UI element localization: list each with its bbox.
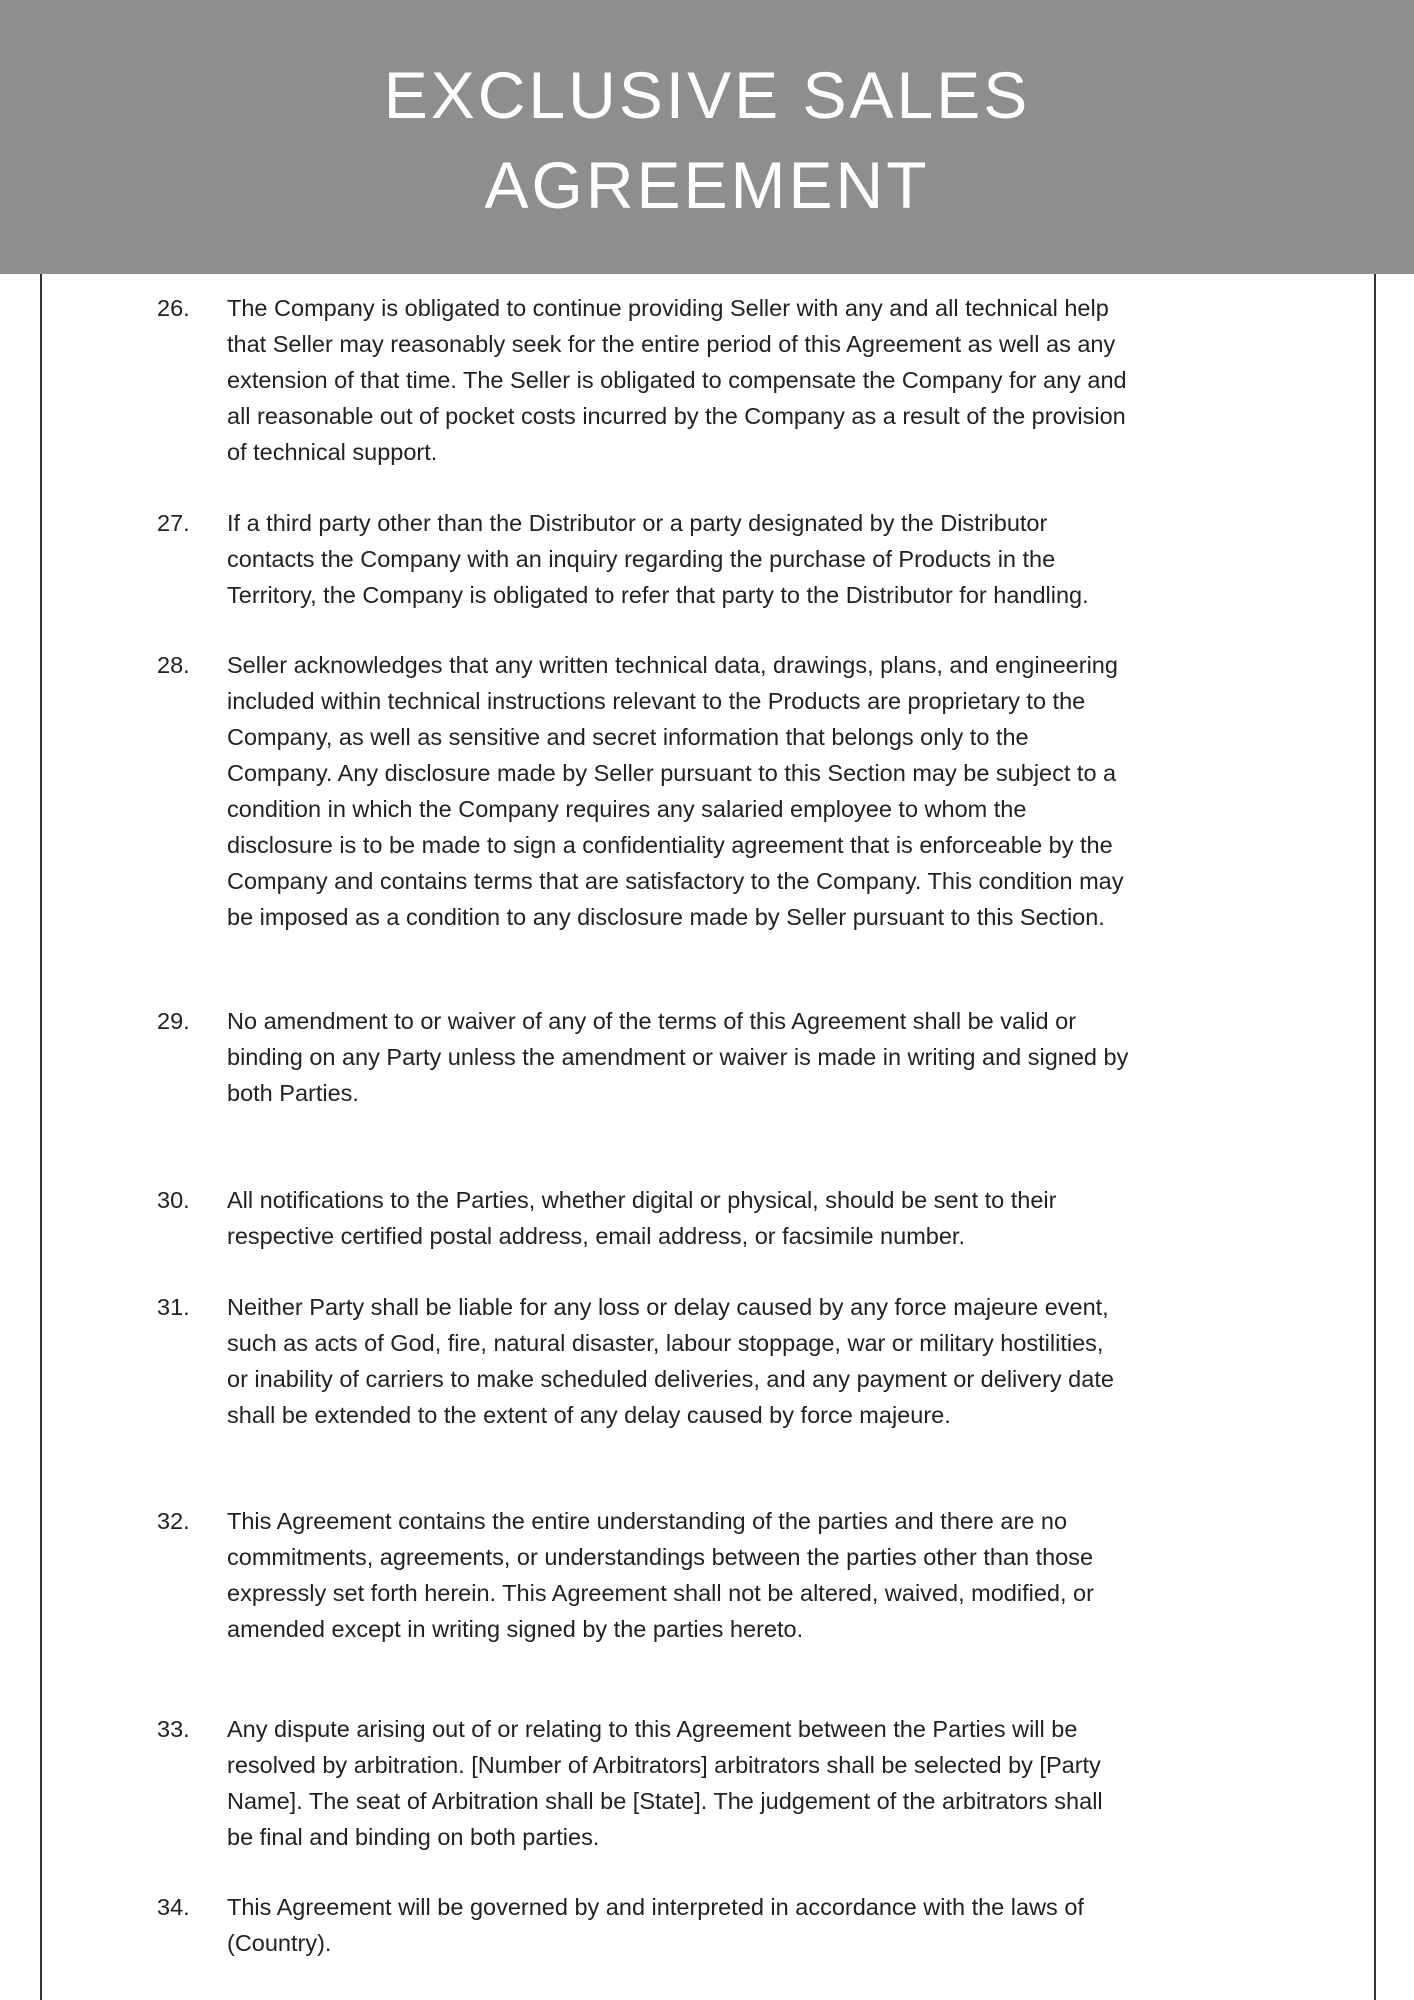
clause-text [227, 1289, 1114, 1433]
clause-text-line: disclosure is to be made to sign a confidentiality agreement that is enforceable by the [227, 832, 1113, 858]
page-border-right [1374, 274, 1376, 2000]
clause-number: 28. [157, 652, 190, 678]
clause-text [227, 505, 1089, 613]
clause-text-line: Seller acknowledges that any written technical data, drawings, plans, and engineering [227, 652, 1118, 678]
clause-text-line: The Company is obligated to continue providing Seller with any and all technical help [227, 295, 1109, 321]
clause-text [227, 647, 1123, 935]
clause-text-line: be imposed as a condition to any disclosure made by Seller pursuant to this Section. [227, 904, 1105, 930]
clause-text-line: Company. Any disclosure made by Seller pursuant to this Section may be subject to a [227, 760, 1117, 786]
clause-text-line: Company and contains terms that are satisfactory to the Company. This condition may [227, 868, 1124, 894]
clause-text-line: No amendment to or waiver of any of the terms of this Agreement shall be valid or [227, 1008, 1077, 1034]
clause-text [227, 1003, 1128, 1111]
clause-text-line: extension of that time. The Seller is obligated to compensate the Company for any and [227, 367, 1127, 393]
clause-text-line: amended except in writing signed by the parties hereto. [227, 1616, 804, 1642]
clause-text-line: Any dispute arising out of or relating to this Agreement between the Parties will be [227, 1716, 1078, 1742]
clause-number: 29. [157, 1008, 190, 1034]
clause-text-line: Company, as well as sensitive and secret information that belongs only to the [227, 724, 1029, 750]
clause-text-line: all reasonable out of pocket costs incurred by the Company as a result of the provision [227, 403, 1126, 429]
header-banner [0, 0, 1414, 274]
clause-number: 27. [157, 510, 190, 536]
clause-text-line: Name]. The seat of Arbitration shall be [State]. The judgement of the arbitrators shall [227, 1788, 1103, 1814]
document-title-line-1: EXCLUSIVE SALES [383, 58, 1031, 132]
clause-text-line: respective certified postal address, email address, or facsimile number. [227, 1223, 965, 1249]
clause-text-line: included within technical instructions relevant to the Products are proprietary to the [227, 688, 1086, 714]
clause-number: 32. [157, 1508, 190, 1534]
clause-text-line: binding on any Party unless the amendment or waiver is made in writing and signed by [227, 1044, 1129, 1070]
clause-text-line: This Agreement will be governed by and interpreted in accordance with the laws of [227, 1894, 1084, 1920]
clause-text-line: Neither Party shall be liable for any loss or delay caused by any force majeure event, [227, 1294, 1109, 1320]
clause-text [227, 290, 1127, 470]
clause-text-line: resolved by arbitration. [Number of Arbitrators] arbitrators shall be selected by [Party [227, 1752, 1101, 1778]
clause-text [227, 1503, 1094, 1647]
clause-text-line: contacts the Company with an inquiry regarding the purchase of Products in the [227, 546, 1056, 572]
clause-text-line: or inability of carriers to make scheduled deliveries, and any payment or delivery date [227, 1366, 1114, 1392]
clause-text-line: of technical support. [227, 439, 438, 465]
page-border-left [40, 274, 42, 2000]
clause-text-line: If a third party other than the Distributor or a party designated by the Distributor [227, 510, 1048, 536]
clause-text [227, 1889, 1084, 1961]
clause-text-line: All notifications to the Parties, whether digital or physical, should be sent to their [227, 1187, 1057, 1213]
clause-text-line: expressly set forth herein. This Agreement shall not be altered, waived, modified, or [227, 1580, 1094, 1606]
clause-text-line: such as acts of God, fire, natural disaster, labour stoppage, war or military hostilities, [227, 1330, 1104, 1356]
clause-text [227, 1711, 1103, 1855]
clause-text-line: both Parties. [227, 1080, 359, 1106]
clause-number: 31. [157, 1294, 190, 1320]
clause-number: 30. [157, 1187, 190, 1213]
clause-text [227, 1182, 1056, 1254]
clause-text-line: (Country). [227, 1930, 332, 1956]
clause-text-line: shall be extended to the extent of any delay caused by force majeure. [227, 1402, 951, 1428]
document-title-line-2: AGREEMENT [484, 148, 930, 222]
clause-text-line: that Seller may reasonably seek for the entire period of this Agreement as well as any [227, 331, 1116, 357]
clause-text-line: condition in which the Company requires any salaried employee to whom the [227, 796, 1027, 822]
clause-text-line: be final and binding on both parties. [227, 1824, 600, 1850]
clause-text-line: commitments, agreements, or understandings between the parties other than those [227, 1544, 1094, 1570]
clause-text-line: This Agreement contains the entire understanding of the parties and there are no [227, 1508, 1068, 1534]
clause-number: 26. [157, 295, 190, 321]
clause-text-line: Territory, the Company is obligated to refer that party to the Distributor for handling. [227, 582, 1089, 608]
clause-number: 33. [157, 1716, 190, 1742]
clause-number: 34. [157, 1894, 190, 1920]
